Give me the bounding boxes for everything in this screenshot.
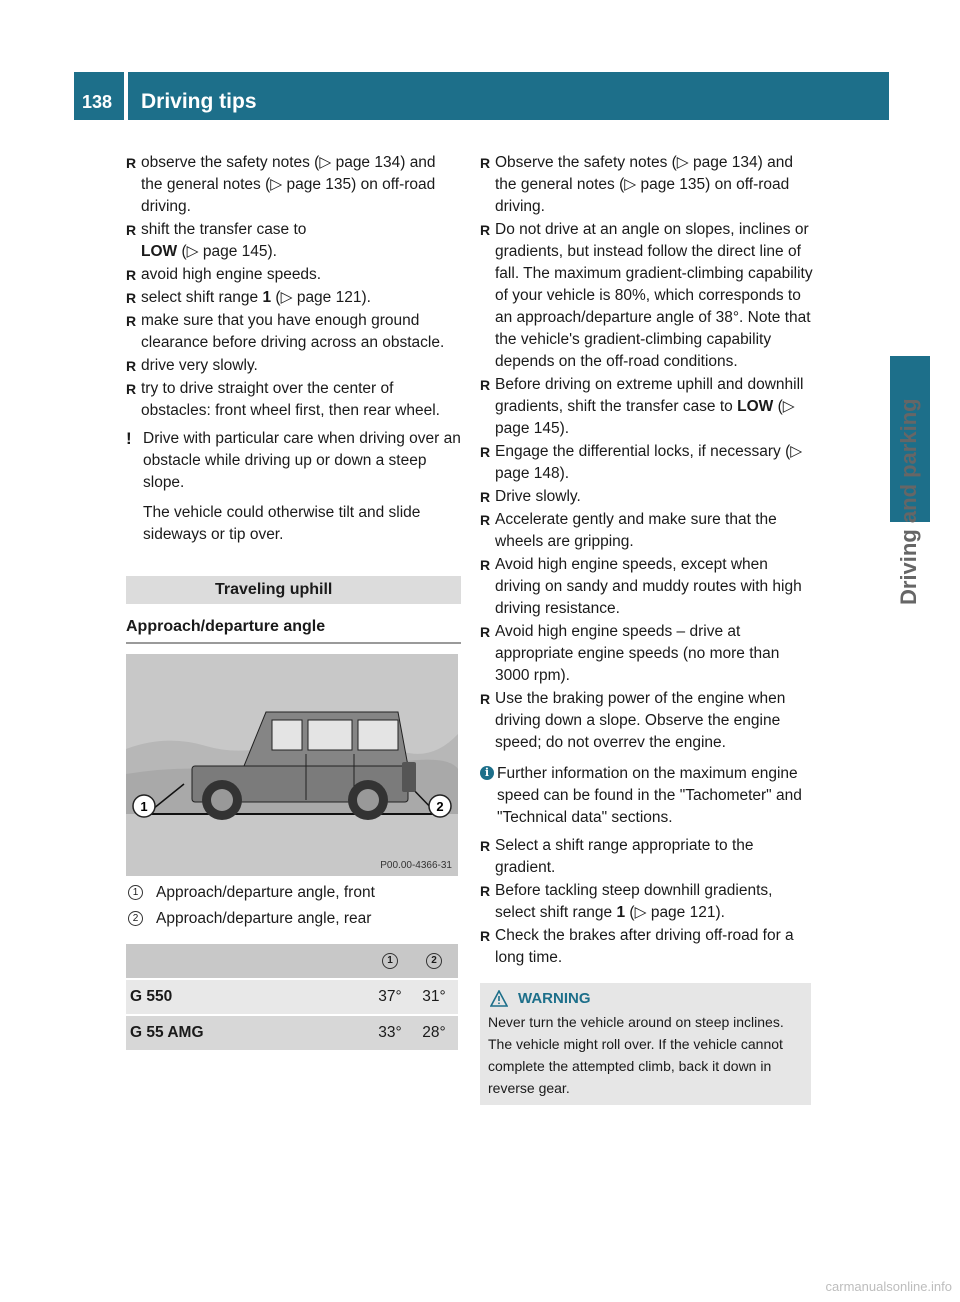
side-tab — [888, 360, 932, 610]
note-text: Drive with particular care when driving over an obstacle while driving up or down a steep slope. — [143, 430, 461, 491]
list-item: R Use the braking power of the engine when driving down a slope. Observe the engine speed; do not overrev the engine. — [480, 688, 815, 754]
page-number: 138 — [82, 92, 113, 112]
section-heading: Traveling uphill — [126, 576, 461, 604]
list-item: R make sure that you have enough ground clearance before driving across an obstacle. — [126, 310, 461, 354]
list-item: R Do not drive at an angle on slopes, inclines or gradients, but instead follow the direct line of fall. The maximum gradient-climbing capability of your vehicle is 80%, which corresponds to an approach/departure angle of 38°. Note that the vehicle's gradient-climbing capability depends on the off-road conditions. — [480, 219, 815, 373]
marker-circle: 1 — [128, 885, 143, 900]
list-item: R Accelerate gently and make sure that the wheels are gripping. — [480, 509, 815, 553]
vehicle-illustration — [126, 654, 458, 876]
list-item: R drive very slowly. — [126, 355, 461, 377]
list-item: R Drive slowly. — [480, 486, 815, 508]
list-item: R Engage the differential locks, if necessary (▷ page 148). — [480, 441, 815, 485]
subheading: Approach/departure angle — [126, 616, 461, 644]
table-header — [126, 944, 458, 978]
header-divider — [124, 72, 128, 120]
legend-item: 1 Approach/departure angle, front — [126, 882, 461, 904]
info-text: Further information on the maximum engine speed can be found in the "Tachometer" and "Technical data" sections. — [497, 765, 802, 826]
list-item: R Before driving on extreme uphill and downhill gradients, shift the transfer case to LOW (▷ page 145). — [480, 374, 815, 440]
marker-circle: 2 — [128, 911, 143, 926]
list-item: R avoid high engine speeds. — [126, 264, 461, 286]
table-row: G 55 AMG 33° 28° — [126, 1016, 458, 1050]
table-row: G 550 37° 31° — [126, 980, 458, 1014]
list-item: R try to drive straight over the center of obstacles: front wheel first, then rear wheel. — [126, 378, 461, 422]
angle-table — [126, 944, 458, 1050]
page-title: Driving tips — [141, 90, 257, 113]
marker-circle: 1 — [382, 953, 398, 969]
list-item: R shift the transfer case to LOW (▷ page 145). — [126, 219, 461, 263]
list-item: R select shift range 1 (▷ page 121). — [126, 287, 461, 309]
warning-box — [480, 983, 811, 1105]
exclamation-icon: ! — [126, 429, 132, 448]
warning-text: Never turn the vehicle around on steep inclines. The vehicle might roll over. If the vehicle cannot complete the attempted climb, back it down in reverse gear. — [488, 1014, 784, 1096]
figure-code: P00.00-4366-31 — [380, 860, 452, 871]
list-item: R Avoid high engine speeds, except when driving on sandy and muddy routes with high driving resistance. — [480, 554, 815, 620]
info-icon: i — [480, 766, 494, 780]
list-item: R Avoid high engine speeds – drive at appropriate engine speeds (no more than 3000 rpm). — [480, 621, 815, 687]
list-item: R observe the safety notes (▷ page 134) and the general notes (▷ page 135) on off-road driving. — [126, 152, 461, 218]
left-column — [126, 152, 461, 1050]
warning-title: WARNING — [488, 989, 803, 1009]
list-item: R Select a shift range appropriate to the gradient. — [480, 835, 815, 879]
figure-marker-2: 2 — [436, 799, 444, 814]
side-tab-label: Driving and parking — [896, 398, 921, 605]
info-note — [480, 763, 815, 829]
note-text: The vehicle could otherwise tilt and slide sideways or tip over. — [143, 504, 421, 543]
footer-watermark: carmanualsonline.info — [825, 1279, 952, 1294]
list-item: R Check the brakes after driving off-road for a long time. — [480, 925, 815, 969]
right-column — [480, 152, 815, 1105]
warning-icon — [490, 990, 508, 1007]
list-item: R Before tackling steep downhill gradients, select shift range 1 (▷ page 121). — [480, 880, 815, 924]
list-item: R Observe the safety notes (▷ page 134) and the general notes (▷ page 135) on off-road driving. — [480, 152, 815, 218]
figure-marker-1: 1 — [140, 799, 148, 814]
figure-legend — [126, 882, 461, 930]
caution-note — [126, 428, 461, 546]
vehicle-figure — [126, 654, 458, 876]
marker-circle: 2 — [426, 953, 442, 969]
legend-item: 2 Approach/departure angle, rear — [126, 908, 461, 930]
